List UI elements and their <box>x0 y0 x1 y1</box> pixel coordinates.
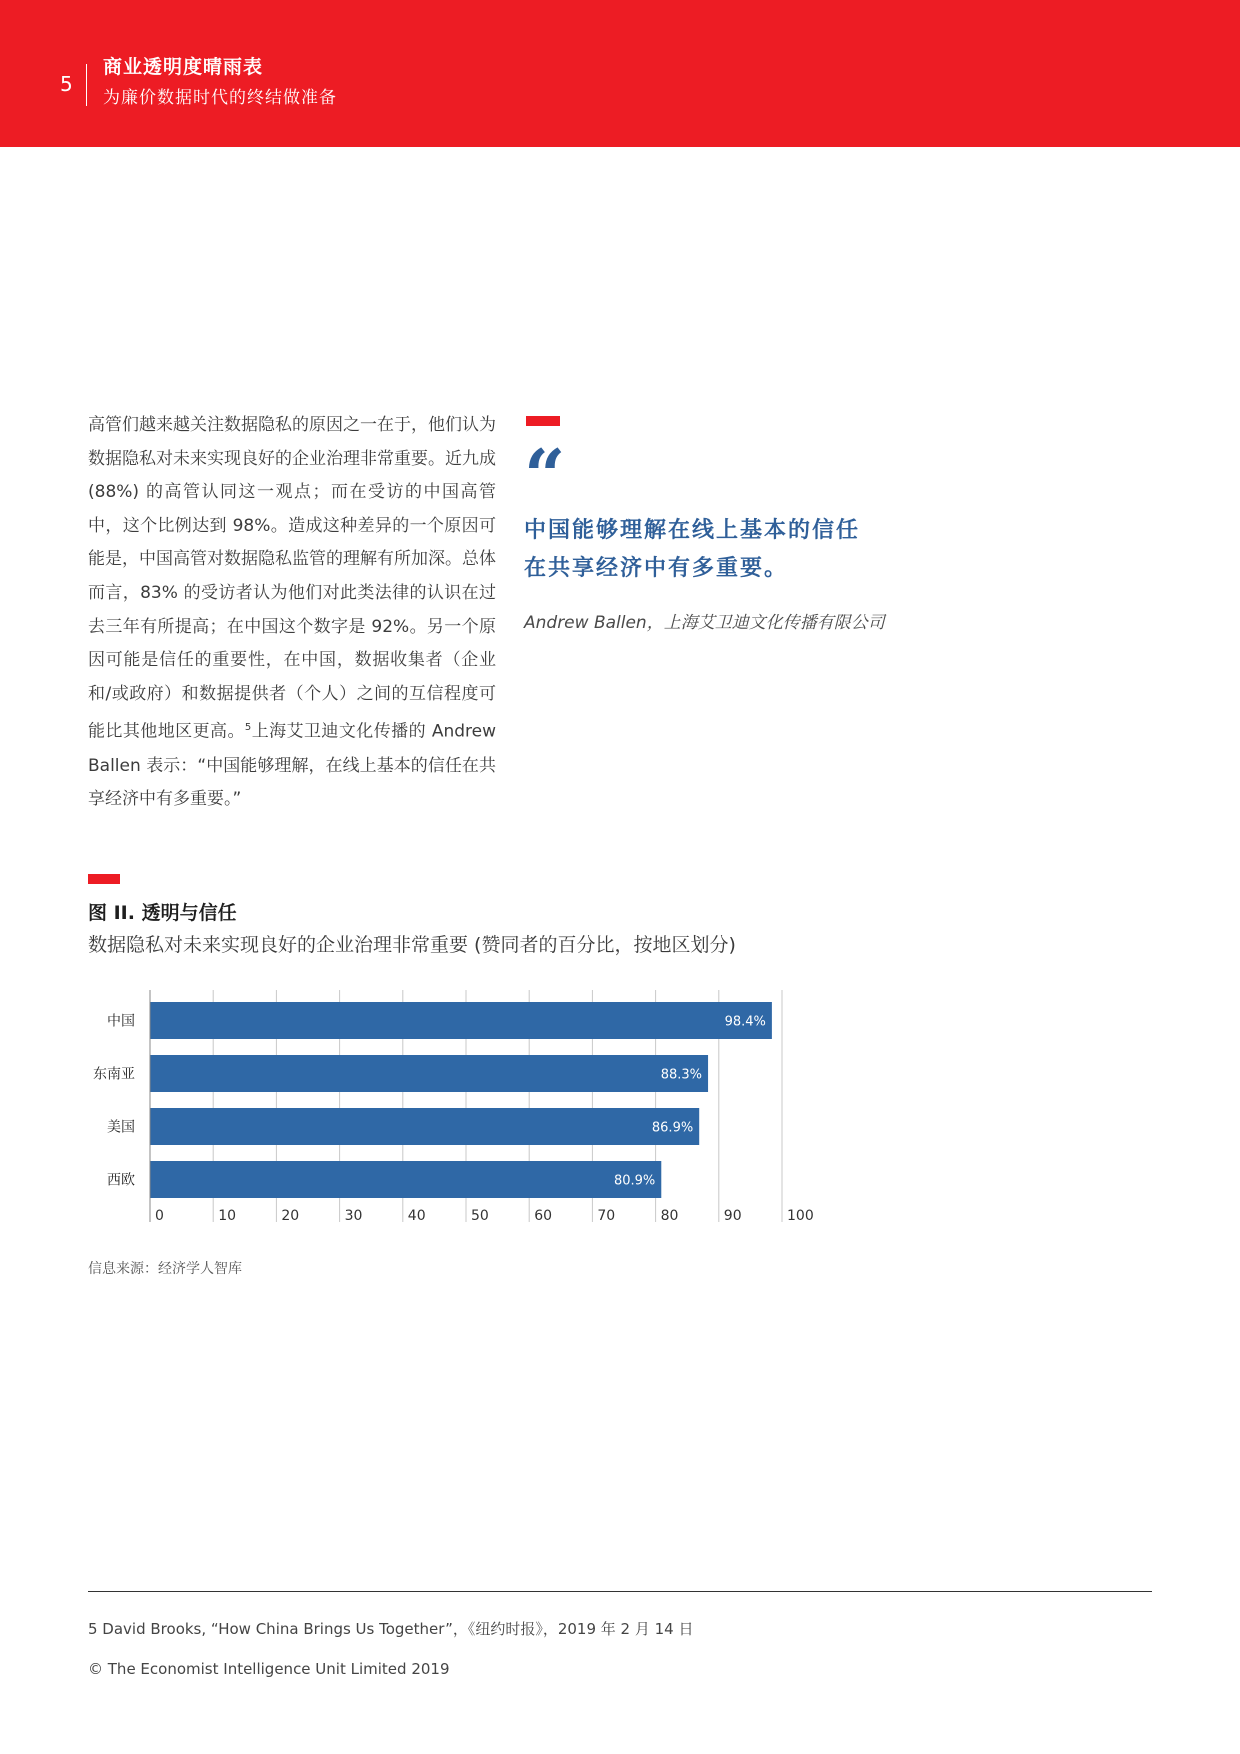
bar <box>150 1161 661 1198</box>
page-number: 5 <box>60 72 73 96</box>
quote-accent-bar <box>526 416 560 426</box>
x-tick-label: 40 <box>407 1208 426 1224</box>
report-title: 商业透明度晴雨表 <box>103 56 264 78</box>
x-tick-label: 50 <box>471 1208 489 1224</box>
footer-divider <box>88 1591 1152 1592</box>
report-subtitle: 为廉价数据时代的终结做准备 <box>103 88 337 108</box>
category-label: 美国 <box>107 1119 135 1136</box>
footnote: 5 David Brooks, “How China Brings Us Together”，《纽约时报》，2019 年 2 月 14 日 <box>88 1620 694 1638</box>
figure-subtitle: 数据隐私对未来实现良好的企业治理非常重要 (赞同者的百分比，按地区划分) <box>88 934 736 956</box>
quote-attribution: Andrew Ballen，上海艾卫迪文化传播有限公司 <box>524 613 885 633</box>
x-tick-label: 10 <box>218 1208 237 1224</box>
pull-quote <box>524 512 944 588</box>
category-label: 中国 <box>107 1013 135 1030</box>
x-tick-label: 0 <box>155 1208 164 1224</box>
x-tick-label: 60 <box>534 1208 553 1224</box>
body-text-main: 高管们越来越关注数据隐私的原因之一在于，他们认为数据隐私对未来实现良好的企业治理非常重要。近九成 (88%) 的高管认同这一观点；而在受访的中国高管中，这个比例达到 98%。造成这种差异的一个原因可能是，中国高管对数据隐私监管的理解有所加深。总体而言，83% 的受访者认为他们对此类法律的认识在过去三年有所提高；在中国这个数字是 92%。另一个原因可能是信任的重要性，在中国，数据收集者（企业和/或政府）和数据提供者（个人）之间的互信程度可能比其他地区更高。 <box>88 415 496 742</box>
figure-source: 信息来源：经济学人智库 <box>88 1261 242 1277</box>
bar <box>150 1108 699 1145</box>
x-tick-label: 100 <box>787 1208 814 1224</box>
pull-quote-line-2: 在共享经济中有多重要。 <box>524 556 789 581</box>
data-label: 80.9% <box>613 1173 656 1189</box>
header-divider <box>86 64 87 106</box>
quote-mark-icon: “ <box>524 433 566 518</box>
bar <box>150 1002 772 1039</box>
category-label: 西欧 <box>107 1172 135 1189</box>
report-header <box>0 0 1240 147</box>
bar-chart <box>80 980 840 1230</box>
figure-accent-bar <box>88 874 120 884</box>
category-label: 东南亚 <box>93 1066 135 1083</box>
x-tick-label: 20 <box>281 1208 300 1224</box>
body-text-tail: 上海艾卫迪文化传播的 Andrew Ballen 表示：“中国能够理解，在线上基本的信任在共享经济中有多重要。” <box>88 722 497 810</box>
x-tick-label: 80 <box>660 1208 679 1224</box>
data-label: 86.9% <box>651 1120 694 1136</box>
body-paragraph <box>88 409 496 817</box>
x-tick-label: 30 <box>344 1208 363 1224</box>
data-label: 88.3% <box>660 1067 703 1083</box>
x-tick-label: 70 <box>597 1208 616 1224</box>
x-tick-label: 90 <box>723 1208 742 1224</box>
figure-title: 图 II. 透明与信任 <box>88 902 237 924</box>
bar <box>150 1055 708 1092</box>
pull-quote-line-1: 中国能够理解在线上基本的信任 <box>524 518 861 543</box>
data-label: 98.4% <box>724 1014 766 1030</box>
footnote-reference: 5 <box>244 722 252 734</box>
copyright: © The Economist Intelligence Unit Limited 2019 <box>88 1660 450 1678</box>
